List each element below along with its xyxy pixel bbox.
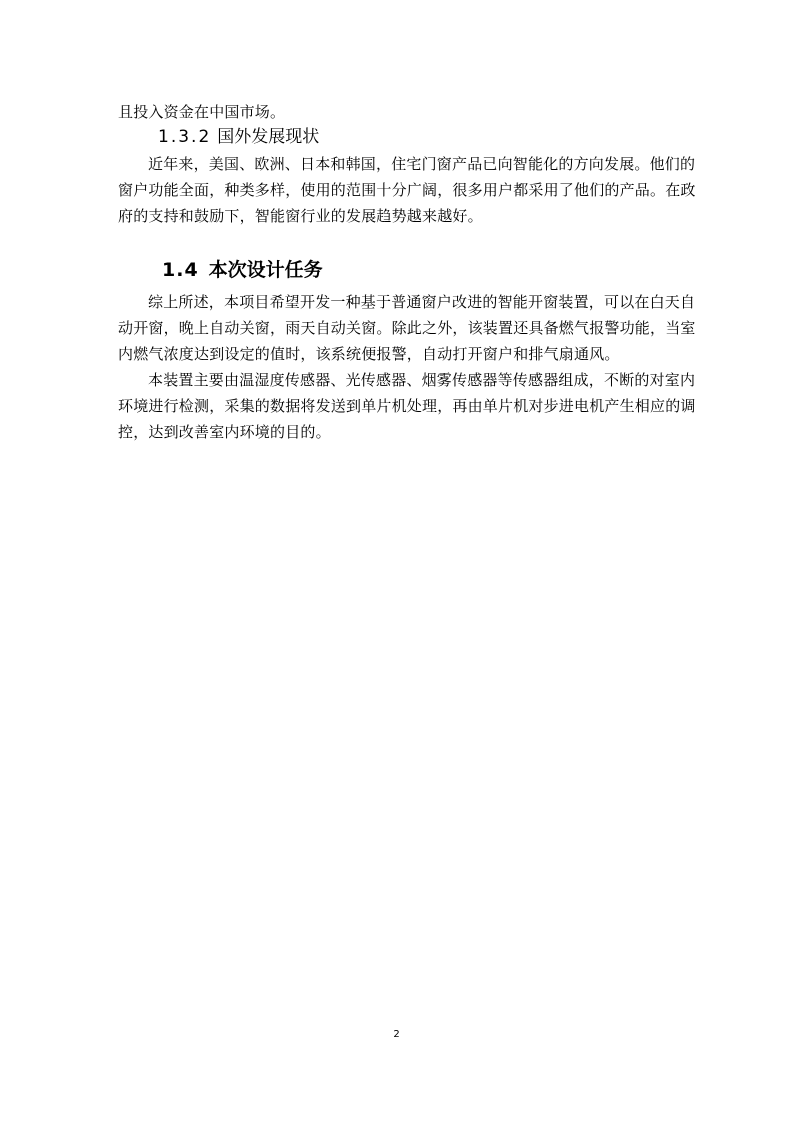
paragraph-foreign-development: 近年来，美国、欧洲、日本和韩国，住宅门窗产品已向智能化的方向发展。他们的窗户功能全面，种类多样，使用的范围十分广阔，很多用户都采用了他们的产品。在政府的支持和鼓励下，智能窗行业的发展趋势越来越好。 [118,155,696,225]
continuation-text: 且投入资金在中国市场。 [118,103,286,121]
section-number: 1.4 [162,259,199,281]
section-title: 国外发展现状 [217,127,320,147]
section-heading-1-3-2 [158,125,319,149]
paragraph-device-composition: 本装置主要由温湿度传感器、光传感器、烟雾传感器等传感器组成，不断的对室内环境进行检测，采集的数据将发送到单片机处理，再由单片机对步进电机产生相应的调控，达到改善室内环境的目的。 [118,371,696,441]
paragraph-design-task-summary: 综上所述，本项目希望开发一种基于普通窗户改进的智能开窗装置，可以在白天自动开窗，晚上自动关窗，雨天自动关窗。除此之外，该装置还具备燃气报警功能，当室内燃气浓度达到设定的值时，该系统便报警，自动打开窗户和排气扇通风。 [118,293,696,363]
page-number: 2 [393,1029,400,1040]
section-title: 本次设计任务 [208,259,323,281]
section-number: 1.3.2 [158,127,212,147]
section-heading-1-4 [162,256,323,284]
